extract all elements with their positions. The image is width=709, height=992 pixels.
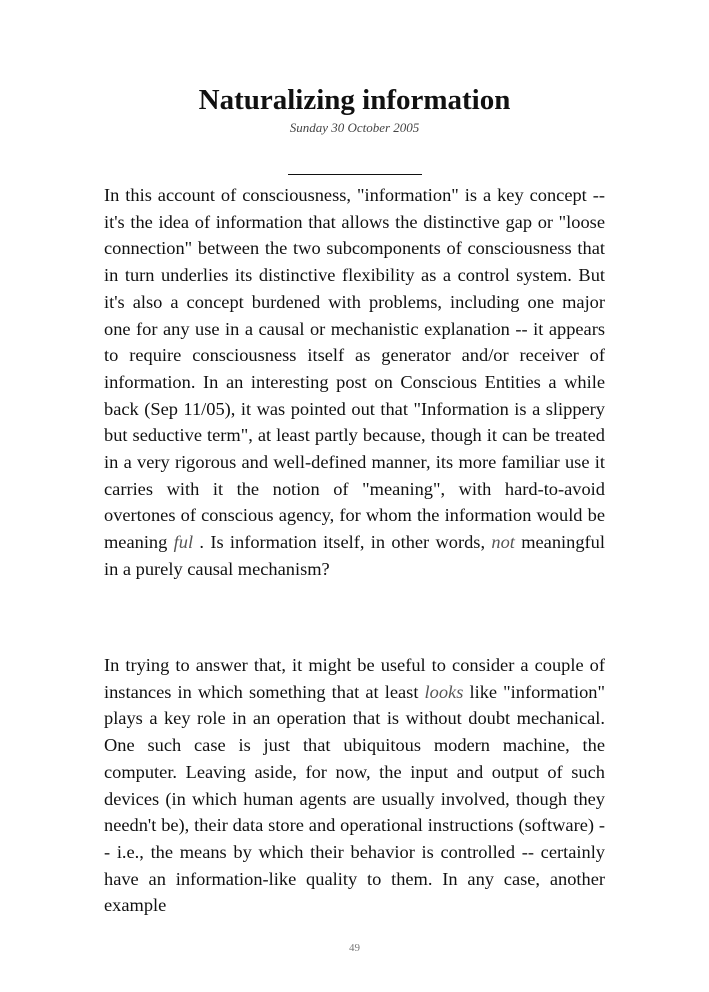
paragraph-2-emphasis-looks: looks (424, 681, 464, 702)
paragraph-2-text-a: In trying to answer that, it might be useful to consider a couple of instances in which something that at least (104, 655, 605, 702)
paragraph-1-text-a: In this account of consciousness, "information" is a key concept -- it's the idea of information that allows the distinctive gap or "loose connection" between the two subcomponents of consciousness that in turn underlies its distinctive flexibility as a control system. But it's also a concept burdened with problems, including one major one for any use in a causal or mechanistic explanation -- it appears to require consciousness itself as generator and/or receiver of information. In an interesting post on Conscious Entities a while back (Sep 11/05), it was pointed out that "Information is a slippery but seductive term", at least partly because, though it can be treated in a very rigorous and well-defined manner, its more familiar use it carries with it the notion of "meaning", with hard-to-avoid overtones of conscious agency, for whom the information would be meaning (104, 185, 605, 553)
page-title: Naturalizing information (198, 84, 511, 116)
paragraph-1-emphasis-not: not (491, 532, 515, 553)
title-divider (288, 174, 422, 175)
post-date: Sunday 30 October 2005 (289, 120, 420, 135)
paragraph-2 (104, 652, 605, 919)
paragraph-1-text-c: meaningful in a purely causal mechanism? (104, 532, 605, 579)
paragraph-2-text-b: like "information" plays a key role in an operation that is without doubt mechanical. One such case is just that ubiquitous modern machine, the computer. Leaving aside, for now, the input and output of such devices (in which human agents are usually involved, though they needn't be), their data store and operational instructions (software) -- i.e., the means by which their behavior is controlled -- certainly have an information-like quality to them. In any case, another example (104, 681, 606, 916)
paragraph-1-emphasis-ful: ful (173, 532, 194, 553)
paragraph-1 (104, 182, 605, 583)
page-number: 49 (349, 942, 360, 954)
paragraph-1-text-b: . Is information itself, in other words, (199, 532, 486, 553)
